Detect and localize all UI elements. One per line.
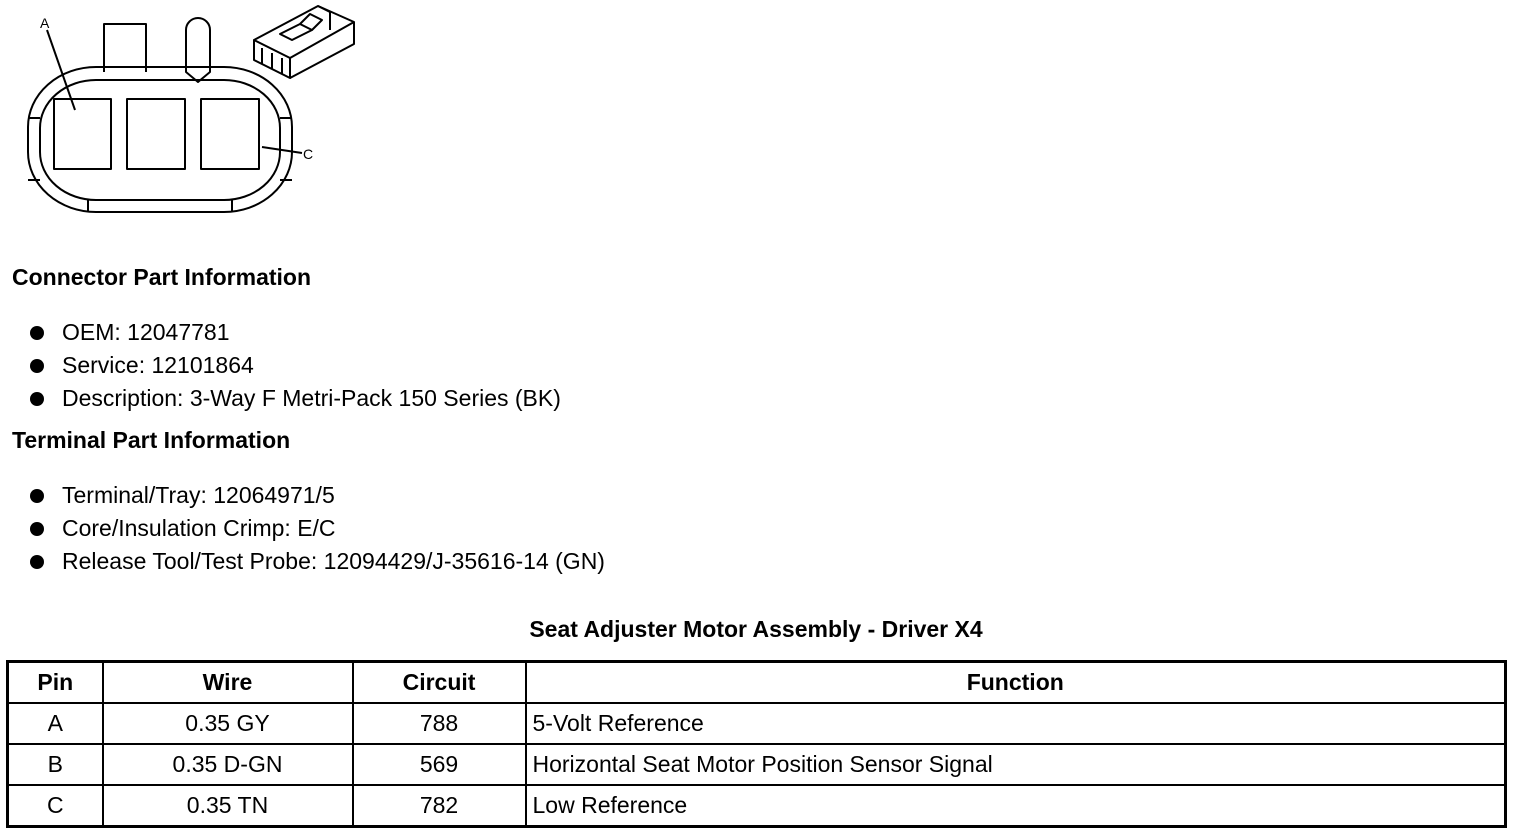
terminal-tray: Terminal/Tray: 12064971/5 bbox=[62, 482, 335, 508]
cavity-a bbox=[54, 99, 111, 169]
terminal-part-list bbox=[30, 479, 605, 578]
column-header-pin: Pin bbox=[8, 662, 103, 704]
cavity-b bbox=[127, 99, 185, 169]
list-item bbox=[30, 479, 605, 512]
release-tool: Release Tool/Test Probe: 12094429/J-35616-14 (GN) bbox=[62, 548, 605, 574]
bullet-icon bbox=[30, 392, 44, 406]
table-header-row bbox=[8, 662, 1506, 704]
wire-cell: 0.35 TN bbox=[103, 785, 353, 827]
column-header-wire: Wire bbox=[103, 662, 353, 704]
pin-cell: B bbox=[8, 744, 103, 785]
bullet-icon bbox=[30, 522, 44, 536]
list-item bbox=[30, 349, 561, 382]
wire-cell: 0.35 D-GN bbox=[103, 744, 353, 785]
function-cell: 5-Volt Reference bbox=[526, 703, 1506, 744]
circuit-cell: 569 bbox=[353, 744, 526, 785]
connector-latch-tab bbox=[186, 18, 210, 82]
pin-cell: C bbox=[8, 785, 103, 827]
function-cell: Low Reference bbox=[526, 785, 1506, 827]
table-row bbox=[8, 785, 1506, 827]
crimp-info: Core/Insulation Crimp: E/C bbox=[62, 515, 336, 541]
bullet-icon bbox=[30, 326, 44, 340]
table-row bbox=[8, 744, 1506, 785]
connector-diagram bbox=[0, 0, 380, 225]
pin-cell: A bbox=[8, 703, 103, 744]
bullet-icon bbox=[30, 489, 44, 503]
connector-part-list bbox=[30, 316, 561, 415]
list-item bbox=[30, 382, 561, 415]
circuit-cell: 788 bbox=[353, 703, 526, 744]
pin-label-c: C bbox=[303, 146, 314, 162]
connector-key-tab bbox=[104, 24, 146, 72]
terminal-part-heading: Terminal Part Information bbox=[12, 427, 291, 453]
bullet-icon bbox=[30, 555, 44, 569]
table-title: Seat Adjuster Motor Assembly - Driver X4 bbox=[529, 616, 983, 642]
service-number: Service: 12101864 bbox=[62, 352, 254, 378]
cavity-c bbox=[201, 99, 259, 169]
bullet-icon bbox=[30, 359, 44, 373]
pinout-table bbox=[6, 660, 1507, 828]
circuit-cell: 782 bbox=[353, 785, 526, 827]
column-header-circuit: Circuit bbox=[353, 662, 526, 704]
column-header-function: Function bbox=[526, 662, 1506, 704]
function-cell: Horizontal Seat Motor Position Sensor Signal bbox=[526, 744, 1506, 785]
list-item bbox=[30, 316, 561, 349]
pin-label-a: A bbox=[40, 15, 50, 31]
list-item bbox=[30, 512, 605, 545]
oem-number: OEM: 12047781 bbox=[62, 319, 230, 345]
wire-cell: 0.35 GY bbox=[103, 703, 353, 744]
connector-description: Description: 3-Way F Metri-Pack 150 Series (BK) bbox=[62, 385, 561, 411]
table-row bbox=[8, 703, 1506, 744]
connector-isometric-icon bbox=[254, 6, 354, 78]
connector-part-heading: Connector Part Information bbox=[12, 264, 312, 290]
list-item bbox=[30, 545, 605, 578]
